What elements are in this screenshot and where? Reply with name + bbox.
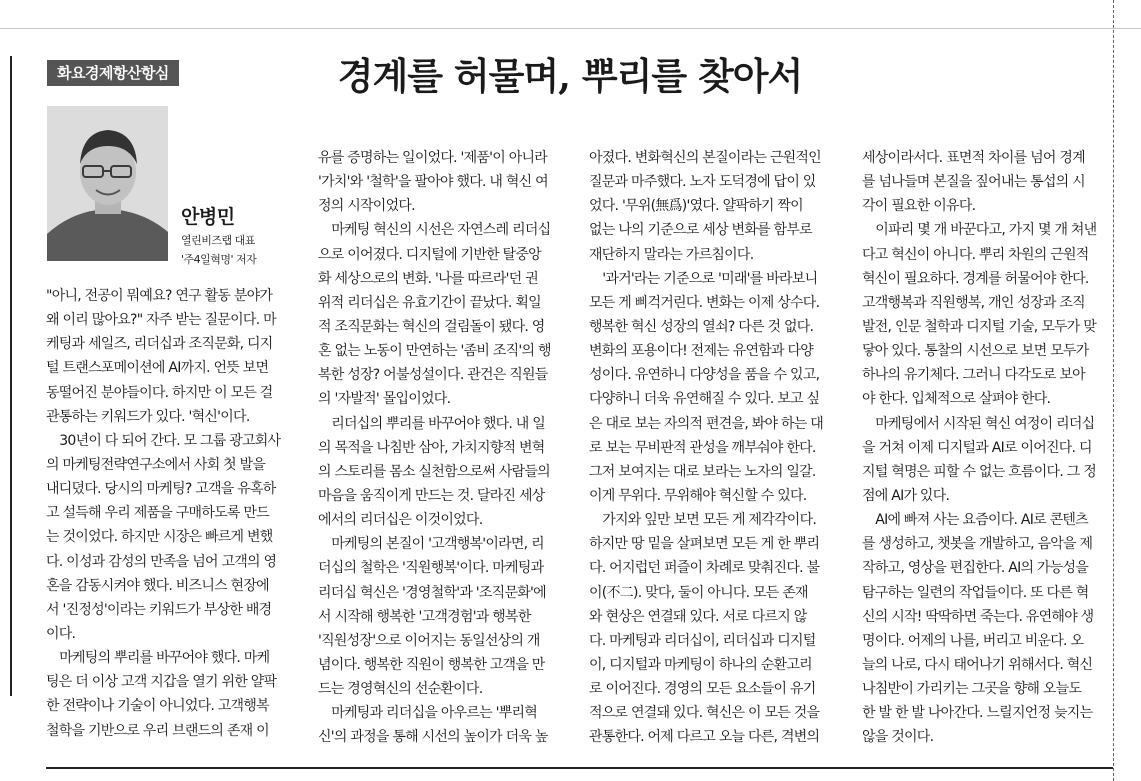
- headline: 경계를 허물며, 뿌리를 찾아서: [337, 54, 803, 98]
- article-line: 질문과 마주했다. 노자 도덕경에 답이 있: [589, 174, 816, 191]
- article-line: 화 세상으로의 변화. '나를 따르라'던 권: [318, 270, 539, 287]
- article-line: 적 조직문화는 혁신의 걸림돌이 됐다. 영: [318, 318, 545, 335]
- article-line: 었다. '무위(無爲)'였다. 얄팍하기 짝이: [589, 198, 803, 215]
- article-line: 철학을 기반으로 우리 브랜드의 존재 이: [46, 722, 269, 739]
- article-line: 고 설득해 우리 제품을 구매하도록 만드: [46, 505, 269, 522]
- article-line: 위적 리더십은 유효기간이 끝났다. 획일: [318, 294, 541, 311]
- article-line: 변화의 포용이다! 전제는 유연함과 다양: [589, 343, 814, 360]
- article-line: 다. 마케팅과 리더십이, 리더십과 디지털: [589, 632, 816, 649]
- article-line: 신'의 과정을 통해 시선의 높이가 더욱 높: [318, 729, 548, 746]
- author-name: 안병민: [181, 206, 235, 228]
- section-tag: 화요경제항산항심: [47, 60, 179, 86]
- article-line: 않을 것이다.: [862, 729, 934, 746]
- article-line: 팅은 더 이상 고객 지갑을 열기 위한 얄팍: [46, 674, 277, 691]
- article-line: 념이다. 행복한 직원이 행복한 고객을 만: [318, 656, 545, 673]
- article-line: 의 스토리를 몸소 실천함으로써 사람들의: [318, 463, 550, 480]
- article-line: 동떨어진 분야들이다. 하지만 이 모든 걸: [46, 384, 273, 401]
- article-line: 한 전략이나 기술이 아니었다. 고객행복: [46, 698, 269, 715]
- article-line: 이파리 몇 개 바꾼다고, 가지 몇 개 쳐낸: [862, 222, 1097, 239]
- article-line: 모든 게 삐걱거린다. 변화는 이제 상수다.: [589, 294, 820, 311]
- article-line: 그저 보여지는 대로 보라는 노자의 일갈.: [589, 463, 816, 480]
- author-portrait-icon: [47, 106, 168, 261]
- article-line: 다양하니 더욱 유연해질 수 있다. 보고 싶: [589, 391, 820, 408]
- article-line: 성이다. 유연하니 다양성을 품을 수 있고,: [589, 367, 820, 384]
- article-line: 늘의 나로, 다시 태어나기 위해서다. 혁신: [862, 656, 1093, 673]
- article-line: 리더십의 뿌리를 바꾸어야 했다. 내 일: [318, 415, 546, 432]
- left-margin-rule: [10, 56, 12, 696]
- article-line: 와 현상은 연결돼 있다. 서로 다르지 않: [589, 608, 807, 625]
- article-line: '과거'라는 기준으로 '미래'를 바라보니: [589, 270, 818, 287]
- article-line: 신의 시작! 딱딱하면 죽는다. 유연해야 생: [862, 608, 1094, 625]
- article-line: 의 목적을 나침반 삼아, 가치지향적 변혁: [318, 439, 545, 456]
- article-line: 지털 혁명은 피할 수 없는 흐름이다. 그 정: [862, 463, 1096, 480]
- article-line: 이게 무위다. 무위해야 혁신할 수 있다.: [589, 487, 807, 504]
- article-line: 닿아 있다. 통찰의 시선으로 보면 모두가: [862, 343, 1089, 360]
- author-role: 열린비즈랩 대표: [181, 234, 255, 247]
- article-line: 하나의 유기체다. 그러니 다각도로 보아: [862, 367, 1085, 384]
- article-line: 내디뎠다. 당시의 마케팅? 고객을 유혹하: [46, 481, 276, 498]
- article-line: 리더십 혁신은 '경영철학'과 '조직문화'에: [318, 584, 546, 601]
- article-line: 케팅과 세일즈, 리더십과 조직문화, 디지: [46, 336, 273, 353]
- article-line: 마케팅 혁신의 시선은 자연스레 리더십: [318, 222, 551, 239]
- article-line: 털 트랜스포메이션에 AI까지. 언뜻 보면: [46, 360, 269, 377]
- article-line: 마케팅에서 시작된 혁신 여정이 리더십: [862, 415, 1095, 432]
- article-line: 로 보는 무비판적 관성을 깨부숴야 한다.: [589, 439, 816, 456]
- article-line: 복한 성장? 어불성설이다. 관건은 직원들: [318, 367, 548, 384]
- article-line: 드는 경영혁신의 선순환이다.: [318, 681, 483, 698]
- article-line: 왜 이리 많아요?" 자주 받는 질문이다. 마: [46, 312, 276, 329]
- article-line: 작하고, 영상을 편집한다. AI의 가능성을: [862, 560, 1089, 577]
- article-line: 의 '자발적' 몰입이었다.: [318, 391, 451, 408]
- article-line: 적으로 연결돼 있다. 혁신은 이 모든 것을: [589, 705, 820, 722]
- article-line: 마케팅과 리더십을 아우르는 '뿌리혁: [318, 705, 538, 722]
- article-line: 의 마케팅전략연구소에서 사회 첫 발을: [46, 456, 266, 473]
- article-line: 혁신이 필요하다. 경계를 허물어야 한다.: [862, 270, 1089, 287]
- top-rule: [0, 28, 1141, 29]
- article-line: 재단하지 말라는 가르침이다.: [589, 246, 754, 263]
- article-line: 을 거쳐 이제 디지털과 AI로 이어진다. 디: [862, 439, 1092, 456]
- article-line: 다. 어지럽던 퍼즐이 차례로 맞춰진다. 불: [589, 560, 820, 577]
- article-line: 를 생성하고, 챗봇을 개발하고, 음악을 제: [862, 536, 1093, 553]
- article-line: 로 이어진다. 경영의 모든 요소들이 유기: [589, 681, 816, 698]
- article-line: 이다.: [46, 625, 76, 642]
- article-line: '직원성장'으로 이어지는 동일선상의 개: [318, 632, 540, 649]
- article-line: 발전, 인문 철학과 디지털 기술, 모두가 맞: [862, 318, 1096, 335]
- article-line: 서 '진정성'이라는 키워드가 부상한 배경: [46, 601, 272, 618]
- page-boundary-line: [1113, 0, 1114, 781]
- article-column-1: [46, 284, 299, 743]
- article-line: 탐구하는 일련의 작업들이다. 또 다른 혁: [862, 584, 1089, 601]
- article-line: 각이 필요한 이유다.: [862, 198, 976, 215]
- article-line: 아졌다. 변화혁신의 본질이라는 근원적인: [589, 150, 821, 166]
- article-line: 는 것이었다. 하지만 시장은 빠르게 변했: [46, 529, 273, 546]
- article-line: 이(不二). 맞다, 둘이 아니다. 모든 존재: [589, 584, 808, 601]
- article-line: 명이다. 어제의 나를, 버리고 비운다. 오: [862, 632, 1084, 649]
- article-column-4: [862, 146, 1113, 750]
- article-line: 더십의 철학은 '직원행복'이다. 마케팅과: [318, 560, 544, 577]
- article-line: 마음을 움직이게 만드는 것. 달라진 세상: [318, 487, 545, 504]
- article-line: 나침반이 가리키는 그곳을 향해 오늘도: [862, 681, 1082, 698]
- article-line: 은 대로 보는 자의적 편견을, 봐야 하는 대: [589, 415, 823, 432]
- article-line: "아니, 전공이 뭐예요? 연구 활동 분야가: [46, 288, 273, 304]
- article-line: 마케팅의 본질이 '고객행복'이라면, 리: [318, 536, 544, 553]
- article-line: 야 한다. 입체적으로 살펴야 한다.: [862, 391, 1051, 408]
- article-line: 행복한 혁신 성장의 열쇠? 다른 것 없다.: [589, 318, 814, 335]
- article-line: AI에 빠져 사는 요즘이다. AI로 콘텐츠: [862, 512, 1088, 529]
- article-line: 고객행복과 직원행복, 개인 성장과 조직: [862, 294, 1085, 311]
- article-line: 30년이 다 되어 간다. 모 그룹 광고회사: [46, 432, 281, 449]
- article-line: '가치'와 '철학'을 팔아야 했다. 내 혁신 여: [318, 174, 548, 191]
- article-line: 가지와 잎만 보면 모든 게 제각각이다.: [589, 512, 817, 529]
- article-line: 유를 증명하는 일이었다. '제품'이 아니라: [318, 150, 548, 166]
- article-line: 다. 이성과 감성의 만족을 넘어 고객의 영: [46, 553, 277, 570]
- article-line: 이, 디지털과 마케팅이 하나의 순환고리: [589, 656, 812, 673]
- article-line: 혼 없는 노동이 만연하는 '좀비 조직'의 행: [318, 343, 551, 360]
- bottom-rule: [46, 767, 1113, 769]
- article-column-3: [589, 146, 842, 750]
- article-line: 한 발 한 발 나아간다. 느릴지언정 늦지는: [862, 705, 1093, 722]
- article-line: 점에 AI가 있다.: [862, 487, 950, 504]
- article-line: 정의 시작이었다.: [318, 198, 415, 215]
- article-line: 에서의 리더십은 이것이었다.: [318, 512, 483, 529]
- article-line: 관통하는 키워드가 있다. '혁신'이다.: [46, 408, 250, 425]
- article-column-2: [318, 146, 571, 750]
- author-photo: [47, 106, 168, 261]
- article-line: 혼을 감동시켜야 했다. 비즈니스 현장에: [46, 577, 269, 594]
- article-line: 으로 이어졌다. 디지털에 기반한 탈중앙: [318, 246, 541, 263]
- article-line: 서 시작해 행복한 '고객경험'과 행복한: [318, 608, 531, 625]
- article-line: 세상이라서다. 표면적 차이를 넘어 경계: [862, 150, 1085, 166]
- article-line: 를 넘나들며 본질을 짚어내는 통섭의 시: [862, 174, 1085, 191]
- author-book: '주4일혁명' 저자: [181, 253, 257, 266]
- article-line: 다고 혁신이 아니다. 뿌리 차원의 근원적: [862, 246, 1089, 263]
- article-line: 마케팅의 뿌리를 바꾸어야 했다. 마케: [46, 650, 270, 667]
- article-line: 관통한다. 어제 다르고 오늘 다른, 격변의: [589, 729, 820, 746]
- article-line: 없는 나의 기준으로 세상 변화를 함부로: [589, 222, 812, 239]
- article-line: 하지만 땅 밑을 살펴보면 모든 게 한 뿌리: [589, 536, 820, 553]
